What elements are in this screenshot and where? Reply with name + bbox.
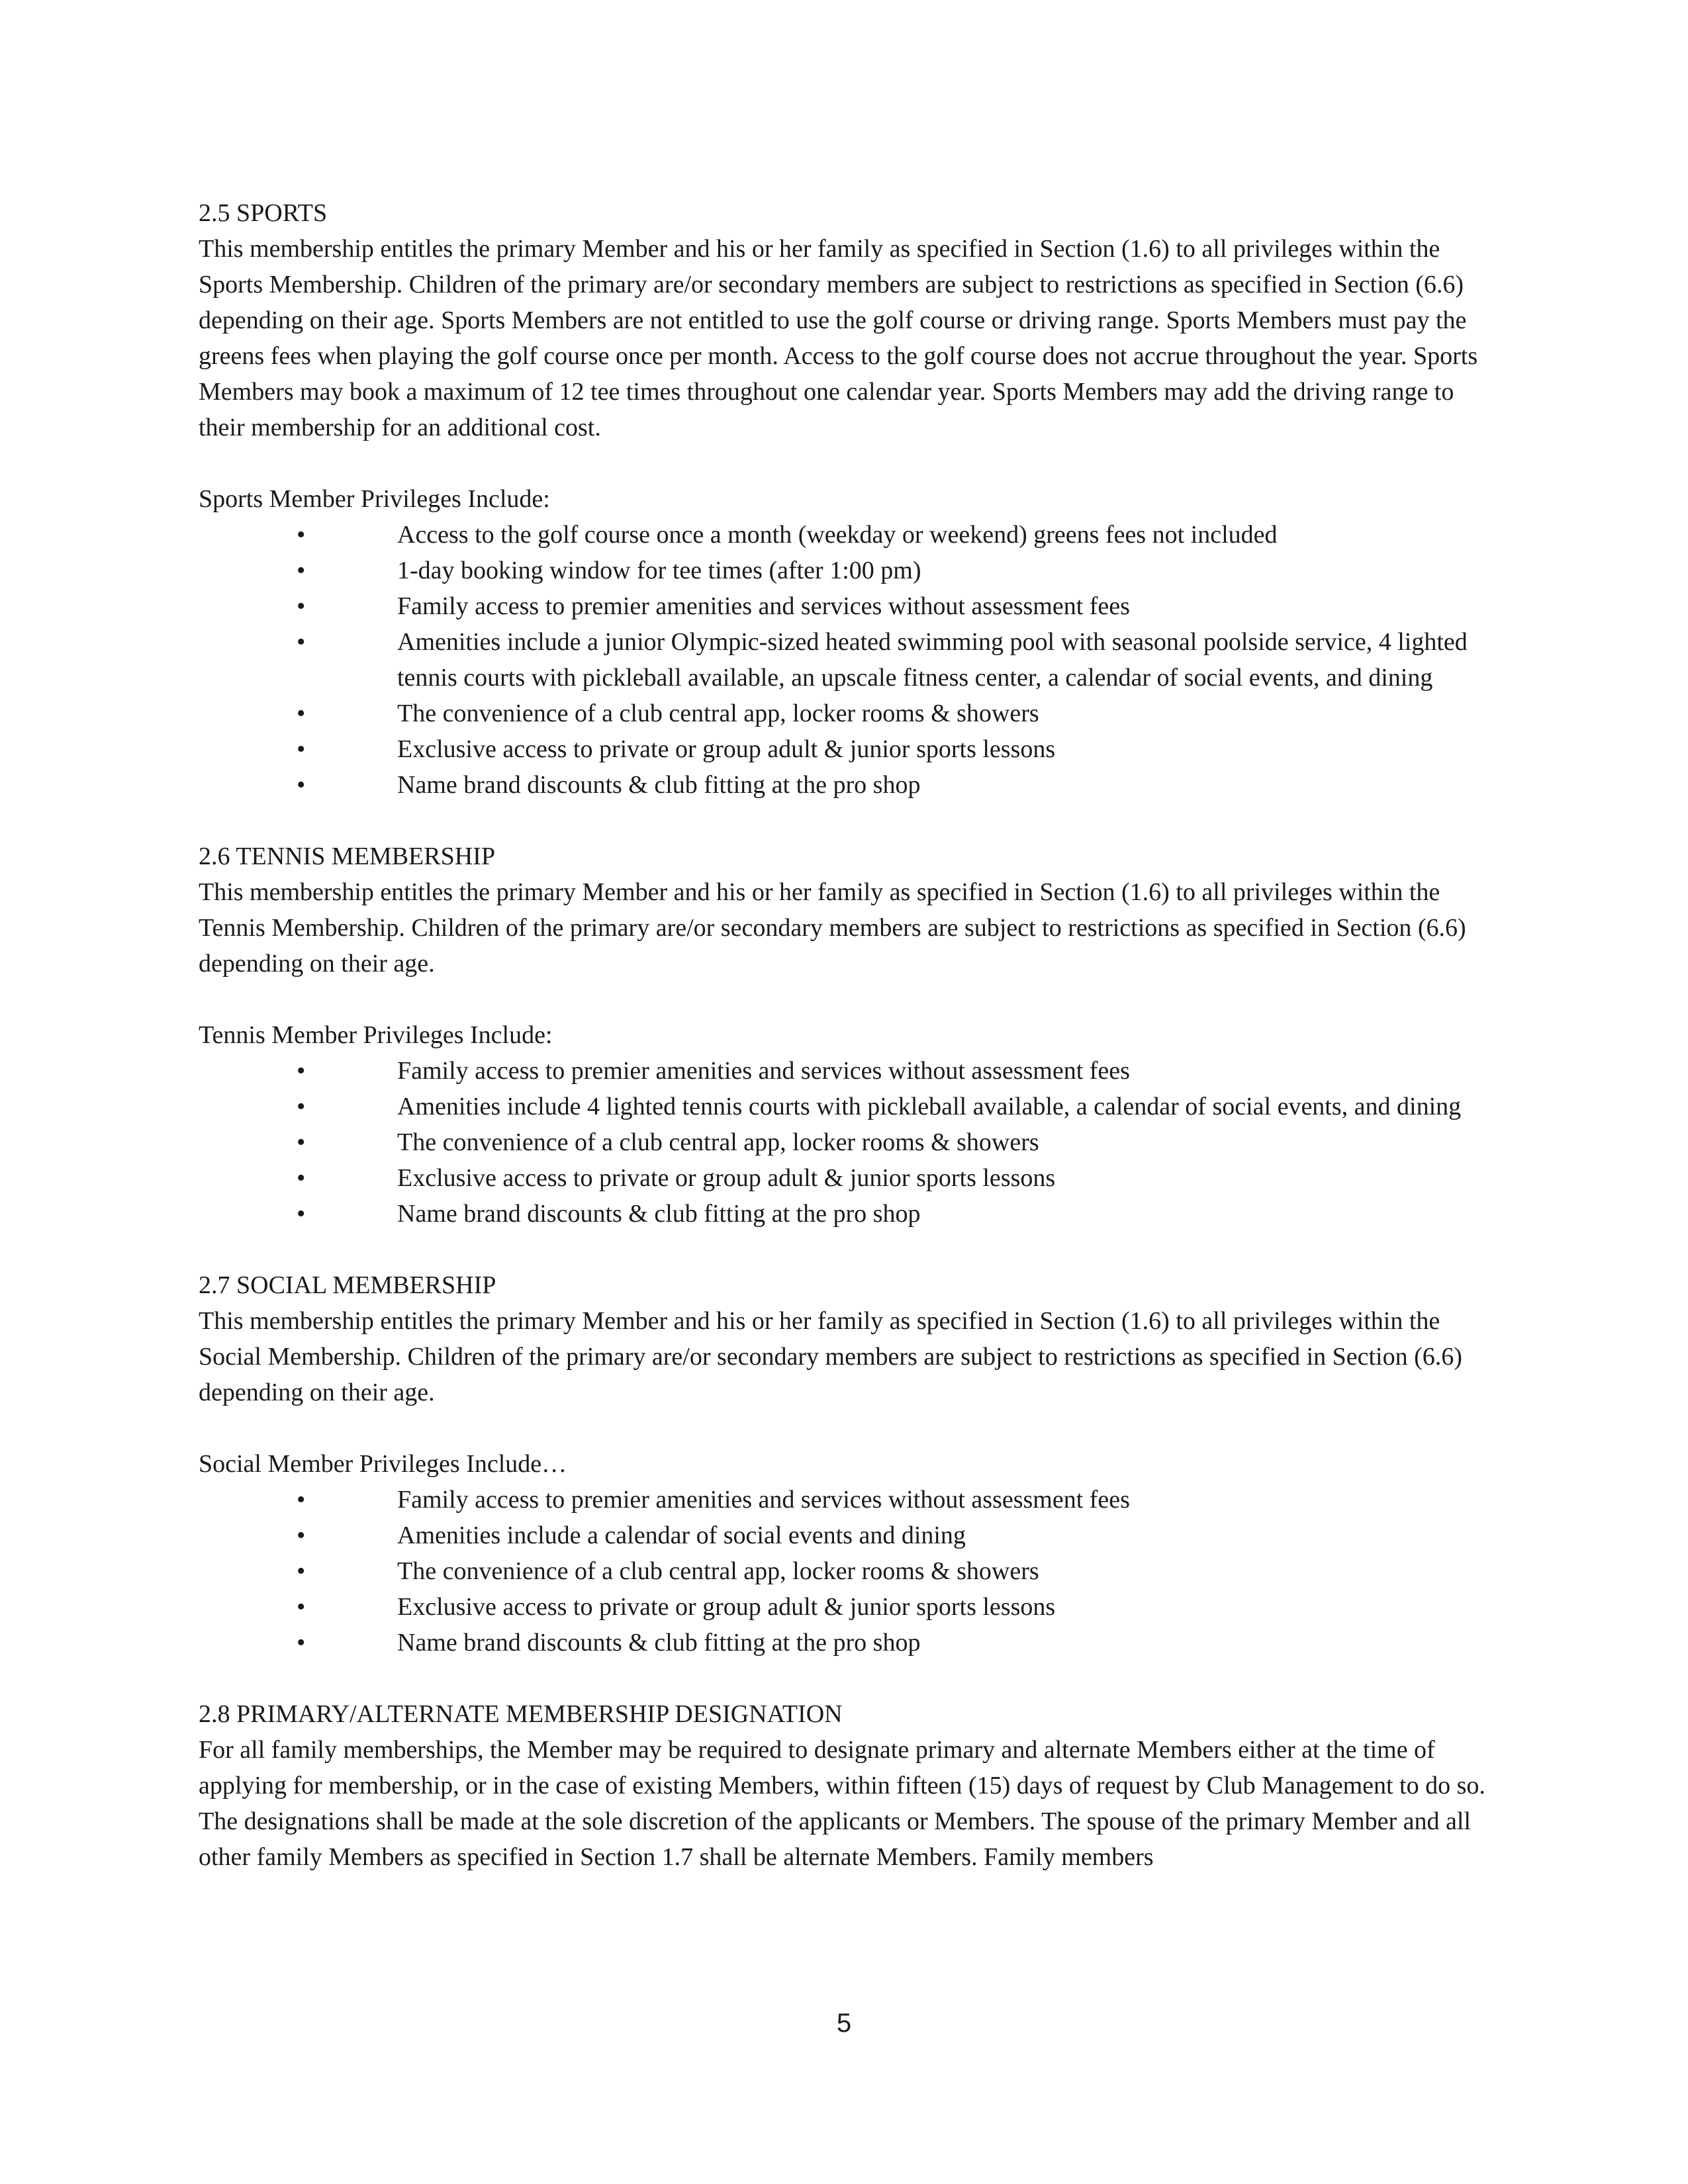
- list-item: [199, 588, 1496, 624]
- list-item: [199, 517, 1496, 553]
- paragraph-gap: [199, 445, 1496, 481]
- list-item-text: Family access to premier amenities and services without assessment fees: [397, 1057, 1130, 1085]
- list-item-text: Exclusive access to private or group adult & junior sports lessons: [397, 735, 1056, 763]
- bullet-icon: •: [297, 521, 306, 549]
- bullet-icon: •: [297, 592, 306, 620]
- page-number: 5: [836, 2009, 852, 2038]
- list-item: [199, 1553, 1496, 1589]
- section-body: This membership entitles the primary Member and his or her family as specified in Section (1.6) to all privileges within the Social Membership. Children of the primary are/or secondary members are subject to restrictions as specified in Section (6.6) depending on their age.: [199, 1307, 1462, 1406]
- bullet-icon: •: [297, 628, 306, 656]
- list-item-text: 1-day booking window for tee times (after 1:00 pm): [397, 557, 921, 584]
- privileges-intro: Social Member Privileges Include…: [199, 1450, 567, 1478]
- bullet-icon: •: [297, 1164, 306, 1192]
- bullet-icon: •: [297, 1128, 306, 1156]
- list-item-text: Amenities include a junior Olympic-sized heated swimming pool with seasonal poolside service, 4 lighted tennis courts with pickleball available, an upscale fitness center, a calendar of social events, and dining: [397, 628, 1468, 692]
- list-item-text: Name brand discounts & club fitting at the pro shop: [397, 1200, 921, 1228]
- list-item-text: Amenities include 4 lighted tennis courts with pickleball available, a calendar of social events, and dining: [397, 1093, 1462, 1120]
- bullet-icon: •: [297, 1593, 306, 1621]
- section-2-5-sports: [199, 195, 1496, 803]
- list-item: [199, 1160, 1496, 1196]
- section-body: For all family memberships, the Member may be required to designate primary and alternate Members either at the time of applying for membership, or in the case of existing Members, within fifteen (15) days of request by Club Management to do so. The designations shall be made at the sole discretion of the applicants or Members. The spouse of the primary Member and all other family Members as specified in Section 1.7 shall be alternate Members. Family members: [199, 1736, 1485, 1871]
- bullet-icon: •: [297, 1057, 306, 1085]
- list-item-text: Family access to premier amenities and services without assessment fees: [397, 592, 1130, 620]
- list-item: [199, 1589, 1496, 1625]
- section-2-6-tennis: [199, 839, 1496, 1232]
- privileges-list: [199, 1053, 1496, 1232]
- section-body: This membership entitles the primary Member and his or her family as specified in Section (1.6) to all privileges within the Sports Membership. Children of the primary are/or secondary members are subject to restrictions as specified in Section (6.6) depending on their age. Sports Members are not entitled to use the golf course or driving range. Sports Members must pay the greens fees when playing the golf course once per month. Access to the golf course does not accrue throughout the year. Sports Members may book a maximum of 12 tee times throughout one calendar year. Sports Members may add the driving range to their membership for an additional cost.: [199, 235, 1478, 441]
- section-gap: [199, 803, 1496, 839]
- list-item-text: Access to the golf course once a month (weekday or weekend) greens fees not included: [397, 521, 1278, 549]
- section-gap: [199, 1232, 1496, 1267]
- section-body: This membership entitles the primary Member and his or her family as specified in Section (1.6) to all privileges within the Tennis Membership. Children of the primary are/or secondary members are subject to restrictions as specified in Section (6.6) depending on their age.: [199, 878, 1466, 978]
- list-item: [199, 1518, 1496, 1553]
- list-item: [199, 553, 1496, 588]
- document-page: [199, 195, 1496, 1875]
- list-item-text: Name brand discounts & club fitting at the pro shop: [397, 771, 921, 799]
- section-2-7-social: [199, 1267, 1496, 1661]
- section-2-8-designation: [199, 1696, 1496, 1875]
- list-item: [199, 1482, 1496, 1518]
- bullet-icon: •: [297, 700, 306, 727]
- bullet-icon: •: [297, 1486, 306, 1514]
- list-item: [199, 1124, 1496, 1160]
- paragraph-gap: [199, 1410, 1496, 1446]
- privileges-intro: Tennis Member Privileges Include:: [199, 1021, 553, 1049]
- privileges-list: [199, 1482, 1496, 1661]
- section-gap: [199, 1661, 1496, 1696]
- bullet-icon: •: [297, 557, 306, 584]
- bullet-icon: •: [297, 1200, 306, 1228]
- list-item-text: Family access to premier amenities and services without assessment fees: [397, 1486, 1130, 1514]
- list-item-text: Exclusive access to private or group adult & junior sports lessons: [397, 1593, 1056, 1621]
- section-heading: 2.8 PRIMARY/ALTERNATE MEMBERSHIP DESIGNATION: [199, 1700, 843, 1728]
- privileges-list: [199, 517, 1496, 803]
- list-item-text: The convenience of a club central app, locker rooms & showers: [397, 700, 1039, 727]
- bullet-icon: •: [297, 1093, 306, 1120]
- list-item: [199, 731, 1496, 767]
- bullet-icon: •: [297, 1557, 306, 1585]
- list-item: [199, 1196, 1496, 1232]
- list-item-text: The convenience of a club central app, locker rooms & showers: [397, 1557, 1039, 1585]
- section-heading: 2.7 SOCIAL MEMBERSHIP: [199, 1271, 496, 1299]
- list-item: [199, 1625, 1496, 1661]
- list-item-text: Exclusive access to private or group adult & junior sports lessons: [397, 1164, 1056, 1192]
- section-heading: 2.5 SPORTS: [199, 199, 328, 227]
- list-item: [199, 1089, 1496, 1124]
- section-heading: 2.6 TENNIS MEMBERSHIP: [199, 842, 495, 870]
- bullet-icon: •: [297, 1522, 306, 1549]
- list-item: [199, 767, 1496, 803]
- list-item-text: Name brand discounts & club fitting at the pro shop: [397, 1629, 921, 1657]
- list-item: [199, 696, 1496, 731]
- bullet-icon: •: [297, 771, 306, 799]
- list-item-text: The convenience of a club central app, locker rooms & showers: [397, 1128, 1039, 1156]
- list-item-text: Amenities include a calendar of social events and dining: [397, 1522, 966, 1549]
- list-item: [199, 1053, 1496, 1089]
- paragraph-gap: [199, 981, 1496, 1017]
- privileges-intro: Sports Member Privileges Include:: [199, 485, 550, 513]
- bullet-icon: •: [297, 735, 306, 763]
- list-item: [199, 624, 1496, 696]
- bullet-icon: •: [297, 1629, 306, 1657]
